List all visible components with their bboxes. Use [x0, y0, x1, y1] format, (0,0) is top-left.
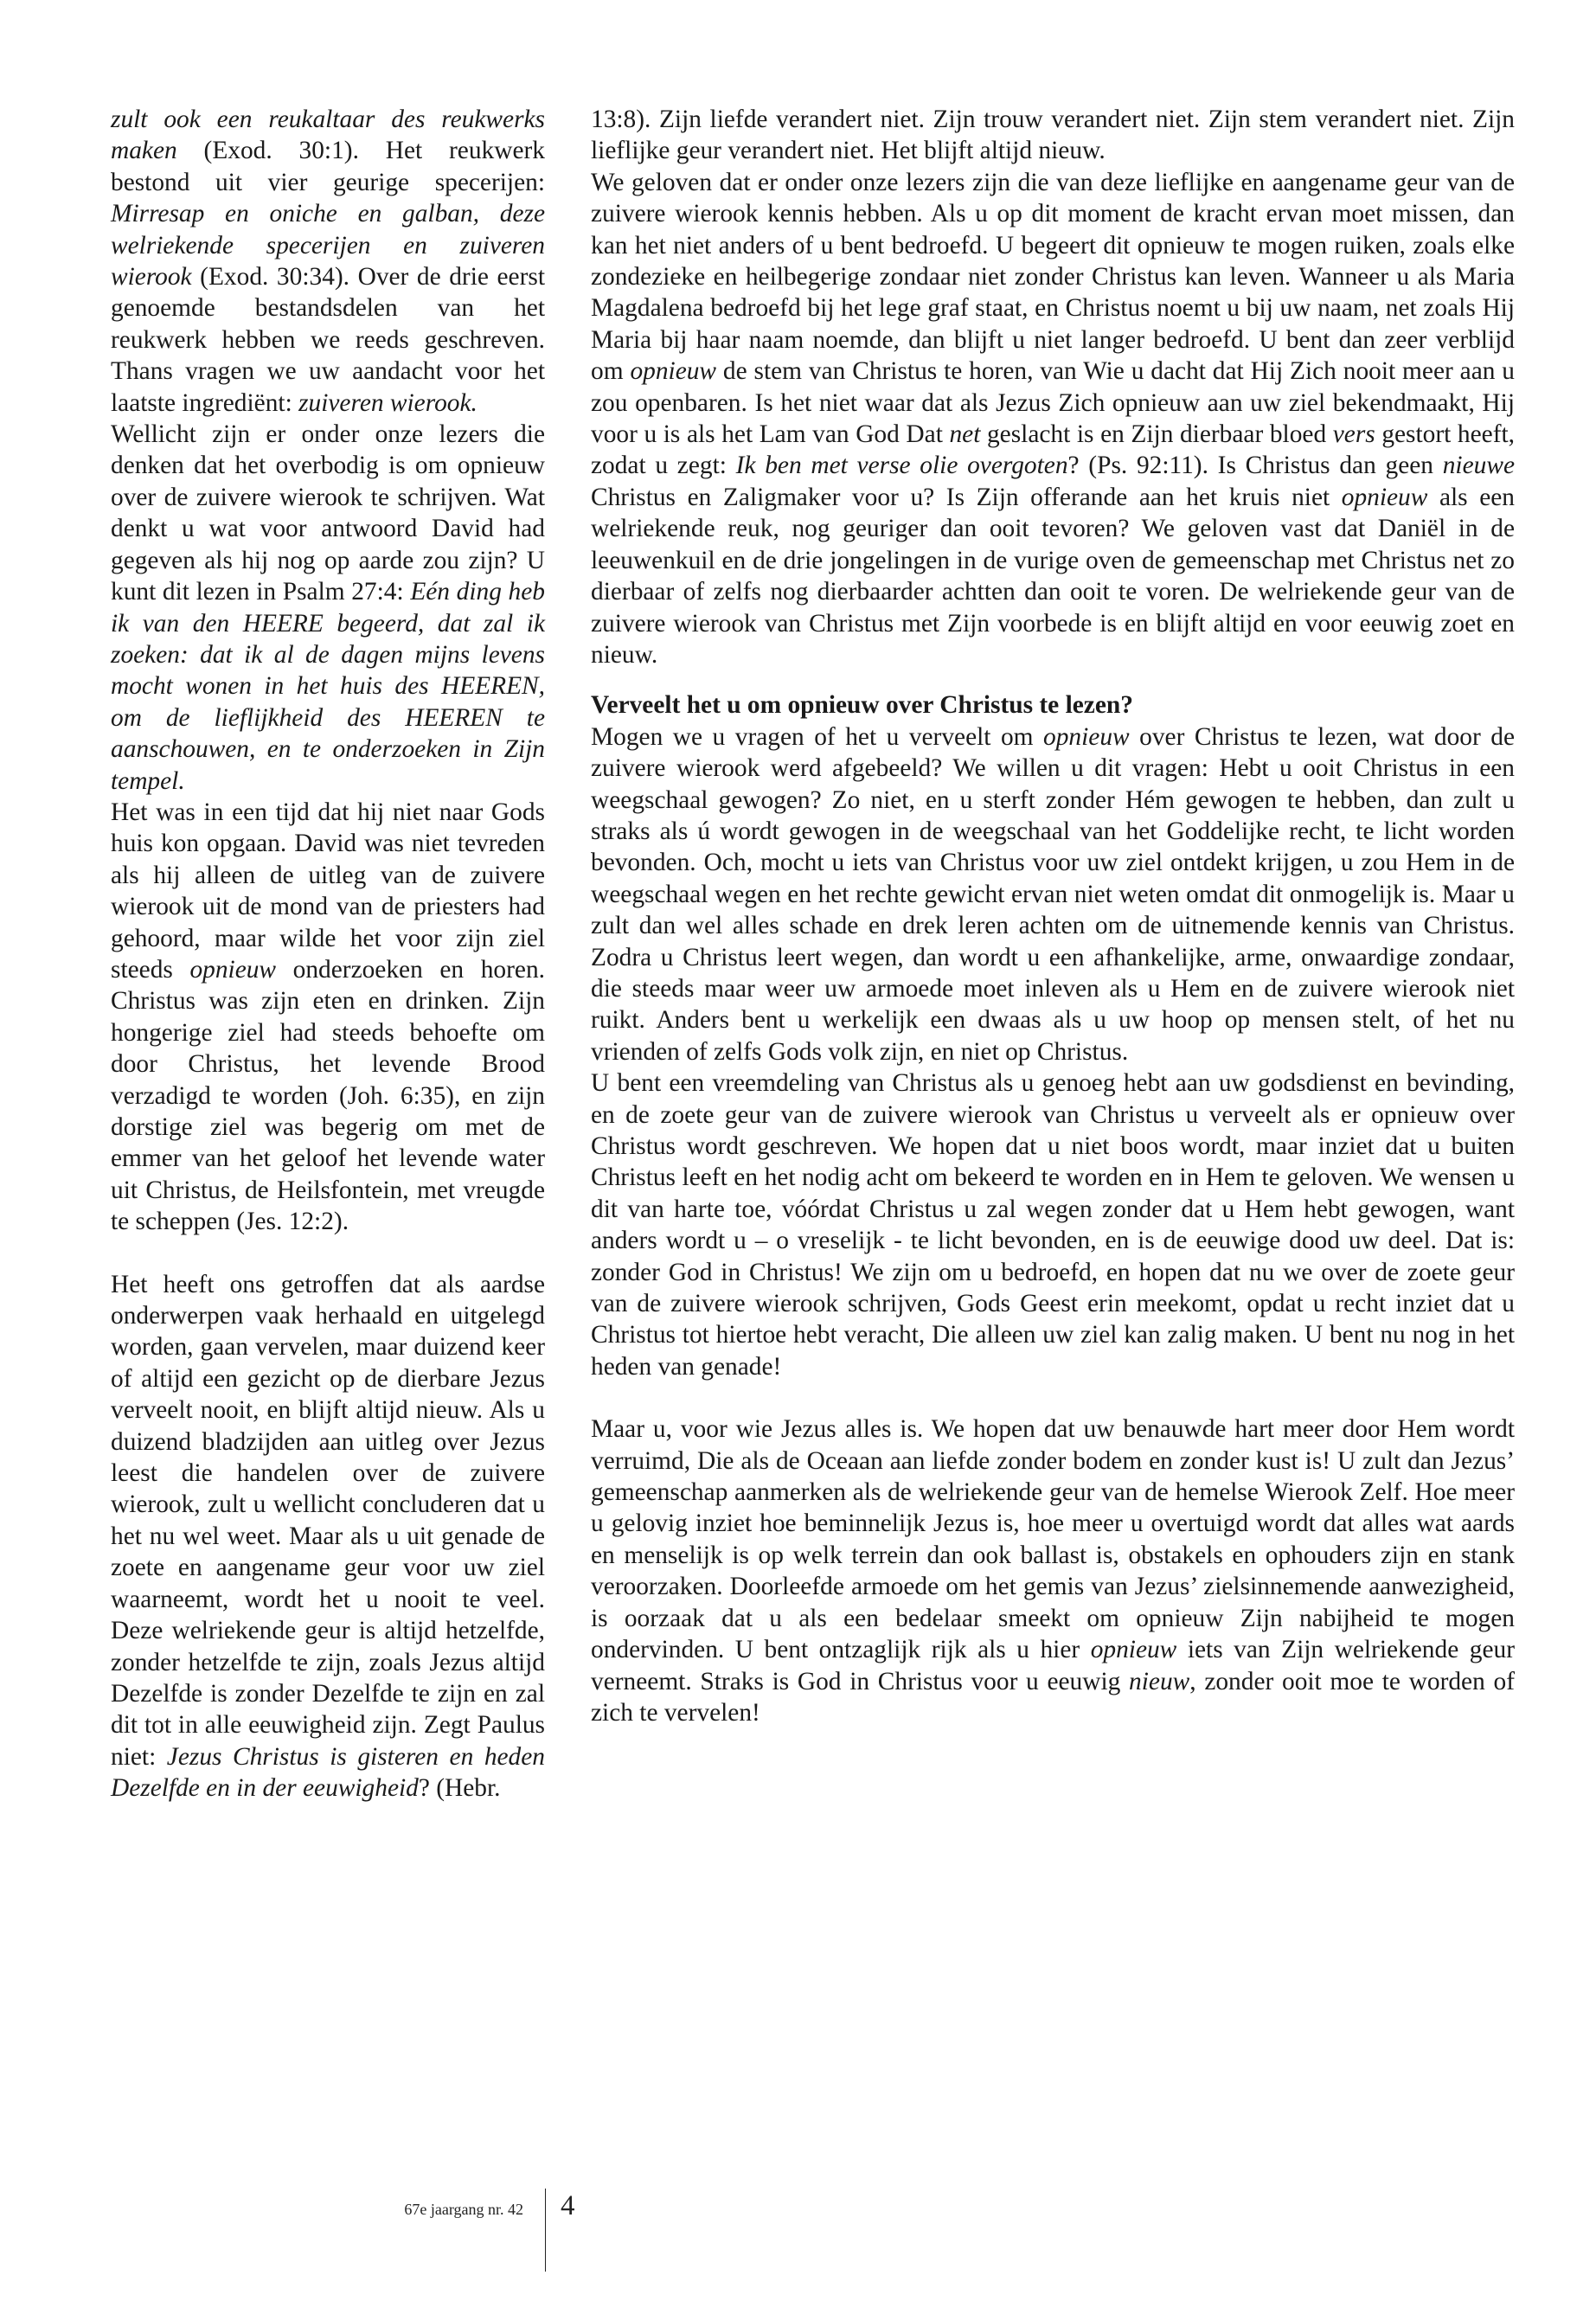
text-run: Christus en Zaligmaker voor u? Is Zijn offerande aan het kruis niet — [591, 483, 1342, 511]
text-run: (Exod. 30:34). Over de drie eerst genoemde bestandsdelen van het reukwerk hebben we reeds geschreven. Thans vragen we uw aandacht voor het laatste ingrediënt: — [111, 263, 545, 417]
italic-run: zuiveren wierook. — [298, 388, 478, 417]
italic-run: Mirresap en oniche en galban, deze welriekende specerijen en zuiveren wierook — [111, 200, 545, 292]
text-run: iets van Zijn welriekende geur verneemt. Straks is God in Christus voor u eeuwig — [591, 1636, 1515, 1695]
italic-run: opnieuw — [1341, 483, 1428, 511]
paragraph — [591, 721, 1515, 1067]
italic-run: Ik ben met verse olie overgoten — [735, 452, 1068, 480]
text-run: ? (Hebr. — [418, 1774, 501, 1803]
text-run: Het heeft ons getroffen dat als aardse onderwerpen vaak herhaald en uitgelegd worden, gaan vervelen, maar duizend keer of altijd een gezicht op de dierbare Jezus verveelt nooit, en blijft altijd nieuw. Als u duizend bladzijden aan uitleg over Jezus leest die handelen over de zuivere wierook, zult u wellicht concluderen dat u het nu wel weet. Maar als u uit genade de zoete en aangename geur voor uw ziel waarneemt, wordt het u nooit te veel. Deze welriekende geur is altijd hetzelfde, zonder hetzelfde te zijn, zoals Jezus altijd Dezelfde is zonder Dezelfde te zijn en zal dit tot in alle eeuwigheid zijn. Zegt Paulus niet: — [111, 1270, 545, 1771]
issue-label: 67e jaargang nr. 42 — [404, 2201, 523, 2218]
text-run: de stem van Christus te horen, van Wie u dacht dat Hij Zich nooit meer aan u zou openbaren. Is het niet waar dat als Jezus Zich opnieuw aan uw ziel bekendmaakt, Hij voor u is als het Lam van God Dat — [591, 357, 1515, 449]
text-run: ? (Ps. 92:11). Is Christus dan geen — [1067, 452, 1443, 480]
italic-run: vers — [1332, 420, 1375, 449]
text-run: Mogen we u vragen of het u verveelt om — [591, 722, 1044, 751]
page-number: 4 — [561, 2190, 575, 2221]
text-run: over Christus te lezen, wat door de zuivere wierook werd afgebeeld? We willen u dit vragen: Hebt u ooit Christus in een weegschaal gewogen? Zo niet, en u sterft zonder Hém gewogen te hebben, dan zult u straks als ú wordt gewogen in de weegschaal van het Goddelijke recht, te licht worden bevonden. Och, mocht u iets van Christus voor uw ziel ontdekt krijgen, u zou Hem in de weegschaal wegen en het rechte gewicht ervan niet weten omdat dit onmogelijk is. Maar u zult dan wel alles schade en drek leren achten om de uitnemende kennis van Christus. Zodra u Christus leert wegen, dan wordt u een afhankelijke, arme, onwaardige zondaar, die steeds maar weer uw armoede moet inleven als u Hem en de zuivere wierook niet ruikt. Anders bent u werkelijk een dwaas als u uw hoop op mensen stelt, of het nu vrienden of zelfs Gods volk zijn, en niet op Christus. — [591, 722, 1515, 1066]
text-run: als een welriekende reuk, nog geuriger dan ooit tevoren? We geloven vast dat Daniël in de leeuwenkuil en de drie jongelingen in de vurige oven de gemeenschap met Christus net zo dierbaar of zelfs nog dierbaarder achtten dan ooit te voren. De welriekende geur van de zuivere wierook van Christus met Zijn voorbede is en blijft altijd en voor eeuwig zoet en nieuw. — [591, 483, 1515, 669]
text-run: Maar u, voor wie Jezus alles is. We hopen dat uw benauwde hart meer door Hem wordt verruimd, Die als de Oceaan aan liefde zonder bodem en zonder kust is! U zult dan Jezus’ gemeenschap aanmerken als de welriekende geur van de hemelse Wierook Zelf. Hoe meer u gelovig inziet hoe beminnelijk Jezus is, hoe meer u overtuigd wordt dat alles wat aards en menselijk is op welk terrein dan ook ballast is, obstakels en ophouders zijn en stank veroorzaken. Doorleefde armoede om het gemis van Jezus’ zielsinnemende aanwezigheid, is oorzaak dat u als een bedelaar smeekt om opnieuw Zijn nabijheid te mogen ondervinden. U bent ontzaglijk rijk als u hier — [591, 1415, 1515, 1664]
italic-run: opnieuw — [630, 357, 717, 386]
italic-run: nieuwe — [1442, 452, 1515, 480]
paragraph — [591, 1067, 1515, 1382]
text-run: (Exod. 30:1). Het reukwerk bestond uit vier geurige specerijen: — [111, 137, 545, 196]
italic-run: opnieuw — [1043, 722, 1130, 751]
italic-run: Eén ding heb ik van den HEERE begeerd, dat zal ik zoeken: dat ik al de dagen mijns levens mocht wonen in het huis des HEEREN, om de lieflijkheid des HEEREN te aanschouwen, en te onderzoeken in Zijn tempel. — [111, 578, 545, 795]
text-run: 13:8). Zijn liefde verandert niet. Zijn trouw verandert niet. Zijn stem verandert niet. Zijn lieflijke geur verandert niet. Het blijft altijd nieuw. — [591, 106, 1515, 165]
italic-run: zult ook een reukaltaar des reukwerks maken — [111, 106, 545, 165]
text-run: U bent een vreemdeling van Christus als u genoeg hebt aan uw godsdienst en bevinding, en de zoete geur van de zuivere wierook van Christus u verveelt als er opnieuw over Christus wordt geschreven. We hopen dat u niet boos wordt, maar inziet dat u buiten Christus leeft en het nodig acht om bekeerd te worden en in Hem te geloven. We wensen u dit van harte toe, vóórdat Christus u zal wegen zonder dat u Hem hebt gewogen, want anders wordt u – o vreselijk - te licht bevonden, en is de eeuwige dood uw deel. Dat is: zonder God in Christus! We zijn om u bedroefd, en hopen dat nu we over de zoete geur van de zuivere wierook schrijven, Gods Geest erin meekomt, opdat u recht inziet dat u Christus tot hiertoe hebt veracht, Die alleen uw ziel kan zalig maken. U bent nu nog in het heden van genade! — [591, 1069, 1515, 1381]
page-footer — [0, 2189, 1596, 2275]
footer-divider — [545, 2189, 546, 2272]
text-run: , zonder ooit moe te worden of zich te vervelen! — [591, 1667, 1515, 1727]
italic-run: Jezus Christus is gisteren en heden Dezelfde en in der eeuwigheid — [111, 1742, 545, 1803]
text-run: gestort heeft, zodat u zegt: — [591, 420, 1515, 480]
paragraph — [111, 797, 545, 1238]
text-run: Wellicht zijn er onder onze lezers die denken dat het overbodig is om opnieuw over de zuivere wierook te schrijven. Wat denkt u wat voor antwoord David had gegeven als hij nog op aarde zou zijn? U kunt dit lezen in Psalm 27:4: — [111, 420, 545, 606]
text-run: geslacht is en Zijn dierbaar bloed — [980, 420, 1333, 449]
italic-run: net — [949, 420, 981, 449]
left-column — [111, 104, 545, 1804]
paragraph — [591, 167, 1515, 671]
right-column — [591, 104, 1515, 1728]
paragraph — [591, 104, 1515, 167]
paragraph — [111, 419, 545, 797]
section-heading: Verveelt het u om opnieuw over Christus te lezen? — [591, 691, 1133, 720]
paragraph — [591, 1413, 1515, 1728]
italic-run: opnieuw — [1090, 1636, 1177, 1664]
text-run: We geloven dat er onder onze lezers zijn die van deze lieflijke en aangename geur van de zuivere wierook kennis hebben. Als u op dit moment de kracht ervan moet missen, dan kan het niet anders of u bent bedroefd. U begeert dit opnieuw te mogen ruiken, zoals elke zondezieke en heilbegerige zondaar niet zonder Christus kan leven. Wanneer u als Maria Magdalena bedroefd bij het lege graf staat, en Christus noemt u bij uw naam, net zoals Hij Maria bij haar naam noemde, dan blijft u niet langer bedroefd. U bent dan zeer verblijd om — [591, 168, 1515, 386]
paragraph — [111, 104, 545, 419]
italic-run: opnieuw — [189, 955, 277, 984]
text-run: onderzoeken en horen. Christus was zijn eten en drinken. Zijn hongerige ziel had steeds behoefte om door Christus, het levende Brood verzadigd te worden (Joh. 6:35), en zijn dorstige ziel was begerig om met de emmer van het geloof het levende water uit Christus, de Heilsfontein, met vreugde te scheppen (Jes. 12:2). — [111, 955, 545, 1236]
paragraph — [111, 1269, 545, 1804]
text-run: Het was in een tijd dat hij niet naar Gods huis kon opgaan. David was niet tevreden als hij alleen de uitleg van de zuivere wierook uit de mond van de priesters had gehoord, maar wilde het voor zijn ziel steeds — [111, 798, 545, 984]
italic-run: nieuw — [1129, 1667, 1190, 1695]
